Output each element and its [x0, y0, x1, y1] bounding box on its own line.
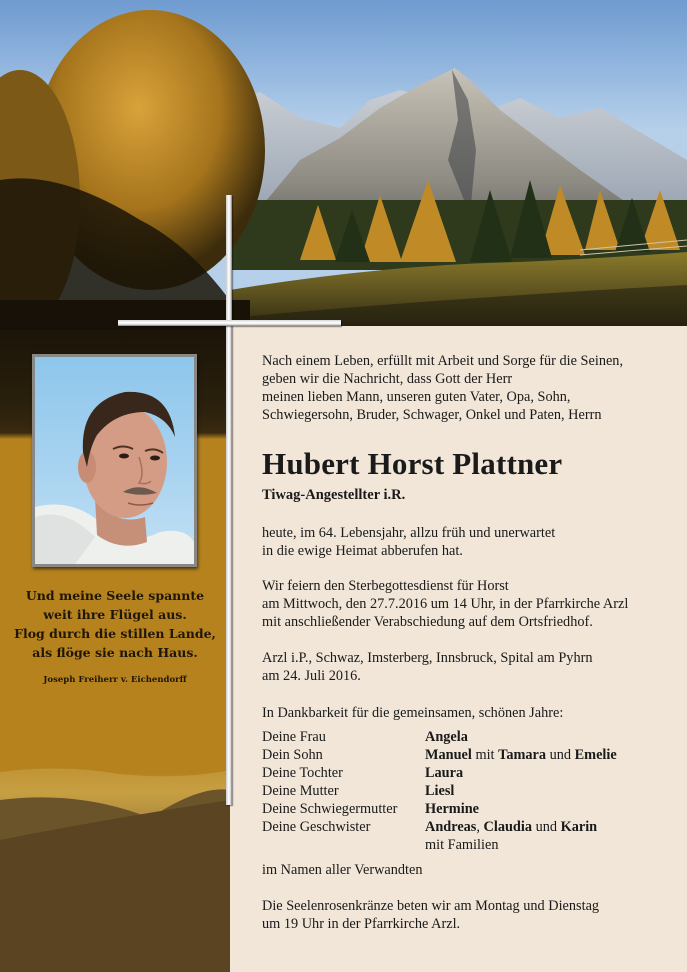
family-member-name: Manuel	[425, 747, 472, 763]
poem-author: Joseph Freiherr v. Eichendorff	[43, 675, 187, 685]
family-member-name: Emelie	[574, 747, 617, 763]
deceased-name: Hubert Horst Plattner	[262, 446, 563, 481]
family-member-name: Tamara	[498, 747, 547, 763]
family-member-name: Claudia	[483, 819, 532, 835]
family-names	[425, 782, 454, 800]
family-member-name: Angela	[425, 729, 468, 745]
family-relation: Dein Sohn	[262, 747, 323, 763]
connector-text: und	[532, 819, 561, 835]
ground-texture	[0, 760, 230, 972]
family-row	[262, 764, 617, 782]
place-date-paragraph	[262, 649, 593, 685]
intro-paragraph	[262, 352, 623, 424]
passing-paragraph	[262, 524, 555, 560]
family-names	[425, 818, 597, 836]
family-names	[425, 800, 479, 818]
family-relation: Deine Frau	[262, 729, 326, 745]
landscape-illustration	[0, 0, 687, 330]
rosary-line: Die Seelenrosenkränze beten wir am Montag und Dienstag	[262, 898, 600, 914]
passing-line: heute, im 64. Lebensjahr, allzu früh und unerwartet	[262, 525, 556, 541]
person-silhouette-icon	[35, 357, 194, 564]
cross-vertical-beam	[226, 195, 232, 805]
cross-horizontal-beam	[118, 320, 341, 326]
family-member-name: Andreas	[425, 819, 477, 835]
service-line: mit anschließender Verabschiedung auf dem Ortsfriedhof.	[262, 614, 593, 630]
family-list	[262, 728, 617, 854]
poem-line: Und meine Seele spannte	[25, 588, 205, 603]
family-row	[262, 818, 617, 836]
intro-line: geben wir die Nachricht, dass Gott der Herr	[262, 371, 513, 387]
family-relation: Deine Tochter	[262, 765, 343, 781]
family-names	[425, 764, 463, 782]
rosary-line: um 19 Uhr in der Pfarrkirche Arzl.	[262, 916, 461, 932]
intro-line: meinen lieben Mann, unseren guten Vater, Opa, Sohn,	[262, 389, 571, 405]
family-member-name: Karin	[560, 819, 598, 835]
family-names	[425, 728, 468, 746]
intro-line: Schwiegersohn, Bruder, Schwager, Onkel und Paten, Herrn	[262, 407, 602, 423]
header-landscape-image	[0, 0, 687, 330]
relatives-line: im Namen aller Verwandten	[262, 862, 423, 878]
poem-line: weit ihre Flügel aus.	[43, 607, 187, 622]
place-line: Arzl i.P., Schwaz, Imsterberg, Innsbruck, Spital am Pyhrn	[262, 650, 593, 666]
service-line: Wir feiern den Sterbegottesdienst für Horst	[262, 578, 509, 594]
connector-text: und	[546, 747, 575, 763]
family-member-name: Liesl	[425, 783, 455, 799]
poem-line: als flöge sie nach Haus.	[32, 645, 198, 660]
date-line: am 24. Juli 2016.	[262, 668, 361, 684]
obituary-text-panel	[232, 326, 687, 972]
intro-line: Nach einem Leben, erfüllt mit Arbeit und Sorge für die Seinen,	[262, 353, 624, 369]
deceased-occupation: Tiwag-Angestellter i.R.	[262, 487, 406, 503]
family-row	[262, 746, 617, 764]
family-row	[262, 836, 617, 854]
portrait-photo	[35, 357, 194, 564]
family-member-name: Hermine	[425, 801, 479, 817]
family-relation: Deine Geschwister	[262, 819, 371, 835]
family-names	[425, 836, 498, 854]
poem-line: Flog durch die stillen Lande,	[14, 626, 216, 641]
connector-text: mit	[471, 747, 499, 763]
rosary-paragraph	[262, 897, 599, 933]
memorial-poem	[0, 586, 230, 662]
family-row	[262, 782, 617, 800]
family-row	[262, 728, 617, 746]
funeral-service-paragraph	[262, 577, 628, 631]
family-names	[425, 746, 617, 764]
thanks-line: In Dankbarkeit für die gemeinsamen, schönen Jahre:	[262, 705, 564, 721]
family-member-name: Laura	[425, 765, 464, 781]
passing-line: in die ewige Heimat abberufen hat.	[262, 543, 463, 559]
family-relation: Deine Schwiegermutter	[262, 801, 398, 817]
service-line: am Mittwoch, den 27.7.2016 um 14 Uhr, in der Pfarrkirche Arzl	[262, 596, 629, 612]
family-relation: Deine Mutter	[262, 783, 339, 799]
connector-text: mit Familien	[425, 837, 499, 853]
family-row	[262, 800, 617, 818]
connector-text: ,	[476, 819, 484, 835]
portrait-frame	[32, 354, 197, 567]
family-relation	[262, 836, 425, 854]
